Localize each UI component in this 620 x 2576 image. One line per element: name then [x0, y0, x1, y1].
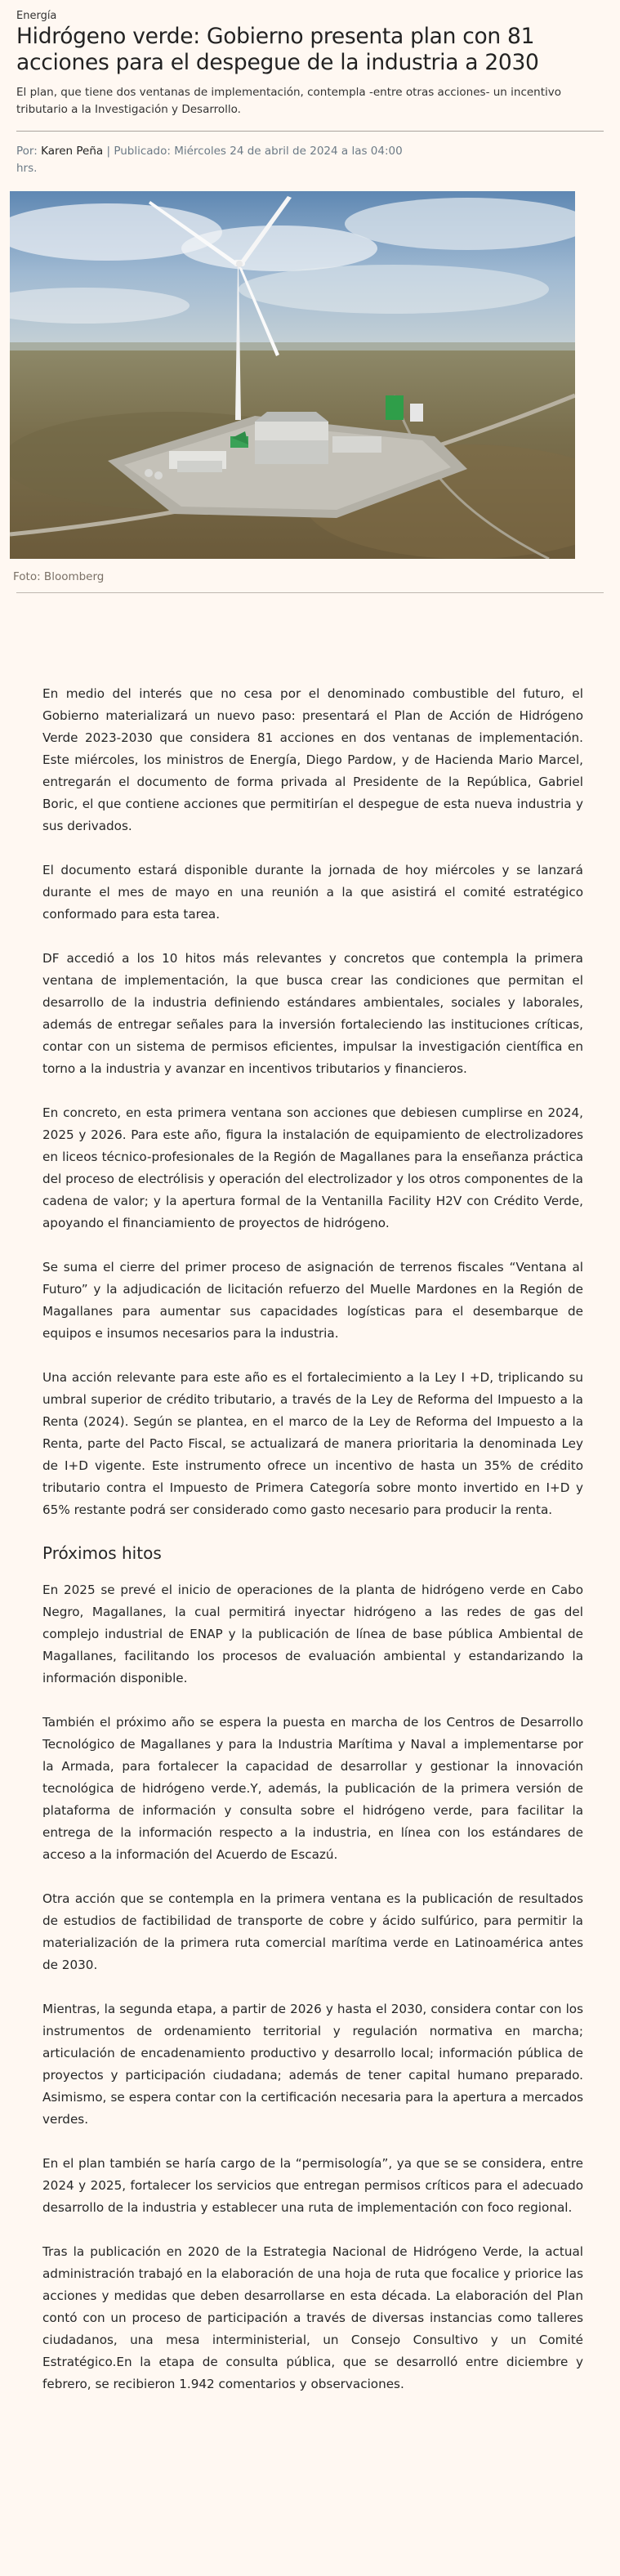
article-paragraph: También el próximo año se espera la puesta en marcha de los Centros de Desarrollo Tecnológico de Magallanes y para la Industria Marítima y Naval a implementarse por la Armada, para fortalecer la capacidad de desarrollar y gestionar la innovación tecnológica de hidrógeno verde.Y, además, la publicación de la primera versión de plataforma de información y consulta sobre el hidrógeno verde, para facilitar la entrega de la información respecto a la industria, en línea con los estándares de acceso a la información del Acuerdo de Escazú. [42, 1715, 583, 1862]
section-label[interactable]: Energía [16, 10, 57, 22]
article-paragraph: Otra acción que se contempla en la primera ventana es la publicación de resultados de estudios de factibilidad de transporte de cobre y ácido sulfúrico, para permitir la materialización de la primera ruta comercial marítima verde en Latinoamérica antes de 2030. [42, 1891, 583, 1972]
byline-author[interactable]: Karen Peña [41, 145, 104, 158]
article-title: Hidrógeno verde: Gobierno presenta plan con 81 acciones para el despegue de la industria a 2030 [16, 24, 539, 75]
article-paragraph: En concreto, en esta primera ventana son acciones que debiesen cumplirse en 2024, 2025 y 2026. Para este año, figura la instalación de equipamiento de electrolizadores en liceos técnico-profesionales de la Región de Magallanes para la enseñanza práctica del proceso de electrólisis y operación del electrolizador y los otros componentes de la cadena de valor; y la apertura formal de la Ventanilla Facility H2V con Crédito Verde, apoyando el financiamiento de proyectos de hidrógeno. [42, 1105, 583, 1230]
byline [16, 143, 425, 177]
article-paragraph: Una acción relevante para este año es el fortalecimiento a la Ley I +D, triplicando su umbral superior de crédito tributario, a través de la Ley de Reforma del Impuesto a la Renta (2024). Según se plantea, en el marco de la Ley de Reforma del Impuesto a la Renta, parte del Pacto Fiscal, se actualizará de manera prioritaria la denominada Ley de I+D vigente. Este instrumento ofrece un incentivo de hasta un 35% de crédito tributario contra el Impuesto de Primera Categoría sobre monto invertido en I+D y 65% restante podrá ser considerado como gasto necesario para producir la renta. [42, 1370, 583, 1517]
article-body [0, 683, 620, 2395]
article-paragraph: DF accedió a los 10 hitos más relevantes y concretos que contempla la primera ventana de implementación, la que busca crear las condiciones que permitan el desarrollo de la industria definiendo estándares ambientales, sociales y laborales, además de entregar señales para la inversión fortaleciendo las instituciones críticas, contar con un sistema de permisos eficientes, impulsar la investigación científica en torno a la industria y avanzar en incentivos tributarios y financieros. [42, 951, 583, 1076]
photo-caption: Foto: Bloomberg [13, 570, 105, 583]
article-photo [10, 191, 575, 559]
article-paragraph: Se suma el cierre del primer proceso de asignación de terrenos fiscales “Ventana al Futuro” y la adjudicación de licitación refuerzo del Muelle Mardones en la Región de Magallanes para aumentar sus capacidades logísticas para el desembarque de equipos e insumos necesarios para la industria. [42, 1260, 583, 1341]
article-paragraph: El documento estará disponible durante la jornada de hoy miércoles y se lanzará durante el mes de mayo en una reunión a la que asistirá el comité estratégico conformado para esta tarea. [42, 863, 583, 922]
caption-divider [16, 592, 604, 593]
section-heading-next-milestones: Próximos hitos [42, 1543, 162, 1563]
article-paragraph: En medio del interés que no cesa por el denominado combustible del futuro, el Gobierno materializará un nuevo paso: presentará el Plan de Acción de Hidrógeno Verde 2023-2030 que considera 81 acciones en dos ventanas de implementación. Este miércoles, los ministros de Energía, Diego Pardow, y de Hacienda Mario Marcel, entregarán el documento de forma privada al Presidente de la República, Gabriel Boric, el que contiene acciones que permitirían el despegue de esta nueva industria y sus derivados. [42, 686, 583, 833]
article-paragraph: Tras la publicación en 2020 de la Estrategia Nacional de Hidrógeno Verde, la actual administración trabajó en la elaboración de una hoja de ruta que focalice y priorice las acciones y medidas que deben desarrollarse en esta década. La elaboración del Plan contó con un proceso de participación a través de diversas instancias como talleres ciudadanos, una mesa interministerial, un Consejo Consultivo y un Comité Estratégico.En la etapa de consulta pública, que se desarrolló entre diciembre y febrero, se recibieron 1.942 comentarios y observaciones. [42, 2244, 583, 2391]
byline-by-label: Por: [16, 145, 42, 158]
byline-date: Miércoles 24 de abril de 2024 a las 04:00 hrs. [16, 145, 403, 175]
article-paragraph: Mientras, la segunda etapa, a partir de 2026 y hasta el 2030, considera contar con los instrumentos de ordenamiento territorial y regulación normativa en marcha; articulación de encadenamiento productivo y desarrollo local; información pública de proyectos y participación ciudadana; además de tener capital humano preparado. Asimismo, se espera contar con la certificación necesaria para la apertura a mercados verdes. [42, 2002, 583, 2127]
header-divider [16, 131, 604, 132]
article-paragraph: En el plan también se haría cargo de la “permisología”, ya que se se considera, entre 2024 y 2025, fortalecer los servicios que entregan permisos críticos para el adecuado desarrollo de la industria y establecer una ruta de implementación con foco regional. [42, 2156, 583, 2215]
article-paragraph: En 2025 se prevé el inicio de operaciones de la planta de hidrógeno verde en Cabo Negro, Magallanes, la cual permitirá inyectar hidrógeno a las redes de gas del complejo industrial de ENAP y la publicación de línea de base pública Ambiental de Magallanes, facilitando los procesos de evaluación ambiental y estandarizando la información disponible. [42, 1583, 583, 1685]
article-lead: El plan, que tiene dos ventanas de implementación, contempla -entre otras acciones- un incentivo tributario a la Investigación y Desarrollo. [16, 86, 562, 116]
byline-published-label: Publicado: [114, 145, 175, 158]
article-header [0, 0, 620, 177]
byline-separator: | [103, 145, 114, 158]
wind-turbine-photo [10, 191, 575, 559]
